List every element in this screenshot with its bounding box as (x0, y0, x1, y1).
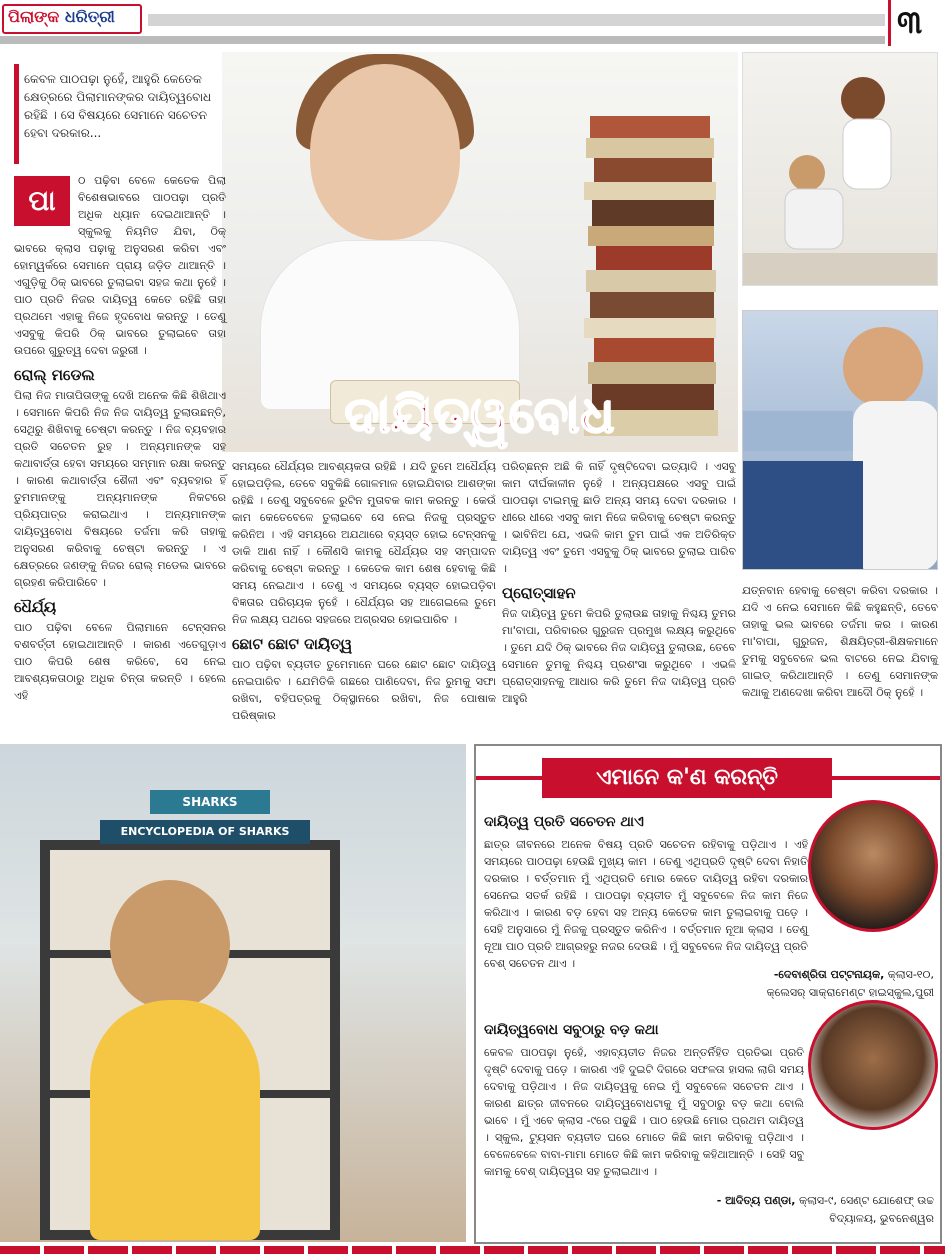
opinion-2-heading: ଦାୟିତ୍ୱବୋଧ ସବୁଠାରୁ ବଡ଼ କଥା (484, 1022, 659, 1038)
article-paragraph-role-model: ପିଲା ନିଜ ମାତାପିତାଙ୍କୁ ଦେଖି ଅନେକ କିଛି ଶିଖିଥାଏ । ସେମାନେ କିପରି ନିଜ ନିଜ ଦାୟିତ୍ୱ ତୁଲାଉଛନ୍ତି, ସେଥିରୁ ଶିଖିବାକୁ ଚେଷ୍ଟା କରନ୍ତୁ । ନିଜ ବ୍ୟବହାର ପ୍ରତି ସଚେତନ ରୁହ । ଅନ୍ୟମାନଙ୍କ ସହ କଥାବାର୍ତ୍ତା ହେବା ସମୟରେ ସମ୍ମାନ ରକ୍ଷା କରନ୍ତୁ । କାରଣ କଥାବାର୍ତ୍ତା ଶୈଳୀ ଏବଂ ବ୍ୟବହାର ହିଁ ତୁମମାନଙ୍କୁ ଅନ୍ୟମାନଙ୍କ ନିକଟରେ ପ୍ରିୟପାତ୍ର କରାଇଥାଏ । ଅନ୍ୟମାନଙ୍କ ଦାୟିତ୍ୱବୋଧ ବିଷୟରେ ତର୍ଜମା କରି ତାହାକୁ ଅନୁସରଣ କରିବାକୁ ଚେଷ୍ଟା କରନ୍ତୁ । ଏ କ୍ଷେତ୍ରରେ ଜଣଙ୍କୁ ନିଜର ରୋଲ୍ ମଡେଲ ଭାବରେ ଗ୍ରହଣ କରିପାରିବେ । (14, 389, 226, 589)
article-paragraph-encouragement: ନିଜ ଦାୟିତ୍ୱ ତୁମେ କିପରି ତୁଲାଉଛ ତାହାକୁ ନିଶ୍ଚୟ ତୁମର ମା'ବାପା, ପରିବାରର ଗୁରୁଜନ ପ୍ରମୁଖ ଲକ୍ଷ୍ୟ କରୁଥିବେ । ତୁମେ ଯଦି ଠିକ୍ ଭାବରେ ନିଜ ଦାୟିତ୍ୱ ତୁଲାଉଛ, ତେବେ ସେମାନେ ତୁମକୁ ନିଶ୍ଚୟ ପ୍ରଶଂସା କରୁଥିବେ । ଏଭଳି ପ୍ରୋତ୍ସାହନକୁ ଆଧାର କରି ତୁମେ ନିଜ ଦାୟିତ୍ୱ ପ୍ରତି ଆହୁରି (502, 607, 736, 705)
opinion-2-text: କେବଳ ପାଠପଢ଼ା ନୁହେଁ, ଏହାବ୍ୟତୀତ ନିଜର ଅନ୍ତର୍ନିହିତ ପ୍ରତିଭା ପ୍ରତି ଦୃଷ୍ଟି ଦେବାକୁ ପଡ଼େ । କାରଣ ଏହି ଦୁଇଟି ଦିଗରେ ସଫଳତା ହାସଲ ଲାଗି ସମୟ ଦେବାକୁ ପଡ଼ିଥାଏ । ନିଜ ଦାୟିତ୍ୱକୁ ନେଇ ମୁଁ ସବୁବେଳେ ସଚେତନ ଥାଏ । କାରଣ ଛାତ୍ର ଜୀବନରେ ଦାୟିତ୍ୱବୋଧଟାକୁ ମୁଁ ସବୁଠାରୁ ବଡ଼ କଥା ବୋଲି ଭାବେ । ମୁଁ ଏବେ କ୍ଲାସ -୯ରେ ପଢୁଛି । ପାଠ ହେଉଛି ମୋର ପ୍ରଥମ ଦାୟିତ୍ୱ । ସ୍କୁଲ, ଟ୍ୟୁସନ ବ୍ୟତୀତ ଘରେ ମୋତେ କିଛି କାମ କରିବାକୁ ପଡ଼ିଥାଏ । ବେଳେବେଳେ ବାବା-ମାମା ମୋତେ କିଛି କାମ କରିବାକୁ କହିଥାଆନ୍ତି । ସେହି ସବୁ କାମକୁ ବେଶ୍ ଦାୟିତ୍ୱର ସହ ତୁଲାଇଥାଏ । (484, 1046, 804, 1178)
opinion-1-heading: ଦାୟିତ୍ୱ ପ୍ରତି ସଚେତନ ଥାଏ (484, 814, 644, 830)
header-bar-lower (0, 36, 885, 44)
opinion-banner: ଏମାନେ କ'ଣ କରନ୍ତି (542, 758, 832, 798)
article-column-3 (502, 458, 736, 707)
children-tidying-image (742, 52, 938, 286)
sharks-book: SHARKS (150, 790, 270, 814)
opinion-2-signature (484, 1192, 934, 1209)
portrait-debashrita (808, 800, 938, 932)
logo-part-1: ପିଲାଙ୍କ (8, 7, 60, 26)
opinion-1-name: -ଦେବାଶ୍ରିତା ପଟ୍ଟନାୟକ, (773, 968, 885, 981)
opinion-1-class: କ୍ଲାସ-୧୦, (887, 968, 934, 981)
opinion-2 (484, 1020, 804, 1040)
section-logo-text (8, 7, 115, 27)
subhead-role-model: ରୋଲ୍ ମଡେଲ (14, 366, 95, 384)
portrait-aditya (808, 1000, 938, 1130)
intro-text: କେବଳ ପାଠପଢ଼ା ନୁହେଁ, ଆହୁରି କେତେକ କ୍ଷେତ୍ରରେ ପିଲାମାନଙ୍କର ଦାୟିତ୍ୱବୋଧ ରହିଛି । ସେ ବିଷୟରେ ସେମାନେ ସଚେତନ ହେବା ଦରକାର... (24, 72, 212, 140)
article-paragraph-patience: ପାଠ ପଢ଼ିବା ବେଳେ ପିଲାମାନେ ଟେନ୍‌ସନର ବଶବର୍ତ୍ତୀ ହୋଇଥାଆନ୍ତି । କାରଣ ଏତେଗୁଡ଼ାଏ ପାଠ କିପରି ଶେଷ କରିବେ, ସେ ନେଇ ଆବଶ୍ୟକତାଠାରୁ ଅଧିକ ଚିନ୍ତା କରନ୍ତି । ହେଲେ ଏହି (14, 621, 226, 702)
opinion-2-school: ବିଦ୍ୟାଳୟ, ଭୁବନେଶ୍ୱର (829, 1212, 934, 1225)
drop-cap: ପା (14, 176, 70, 226)
child-yellow-shirt (90, 1000, 260, 1240)
header-bar (148, 14, 885, 26)
page-number-divider (888, 0, 891, 46)
article-column-4: ଯତ୍ନବାନ ହେବାକୁ ଚେଷ୍ଟା କରିବା ଦରକାର । ଯଦି ଏ ନେଇ ସେମାନେ କିଛି କହୁଛନ୍ତି, ତେବେ ତାହାକୁ ଭଲ ଭାବରେ ତର୍ଜମା କର । କାରଣ ମା'ବାପା, ଗୁରୁଜନ, ଶିକ୍ଷୟିତ୍ରୀ-ଶିକ୍ଷକମାନେ ତୁମକୁ ସବୁବେଳେ ଭଲ ବାଟରେ ନେଇ ଯିବାକୁ ଗାଇଡ୍ କରିଥାଆନ୍ତି । ତେଣୁ ସେମାନଙ୍କ କଥାକୁ ଅଣଦେଖା କରିବା ଆଦୌ ଠିକ୍ ନୁହେଁ । (742, 584, 938, 699)
opinion-2-name: - ଆଦିତ୍ୟ ପଣ୍ଡା, (716, 1194, 796, 1207)
boy-folding-clothes-image (742, 310, 938, 570)
page-number: ୩ (897, 3, 923, 41)
children-tidying-illustration (743, 53, 938, 286)
subhead-encouragement: ପ୍ରୋତ୍ସାହନ (502, 584, 576, 602)
article-column-1 (14, 172, 226, 704)
opinion-1-school: କ୍ଲେସର୍ ସାକ୍ରାମେଣ୍ଟ ହାଇସ୍କୁଲ,ପୁରୀ (766, 986, 934, 999)
sharks-encyclopedia: ENCYCLOPEDIA OF SHARKS (100, 820, 310, 844)
logo-part-2: ଧରିତ୍ରୀ (64, 7, 115, 26)
subhead-small-duties: ଛୋଟ ଛୋଟ ଦାୟିତ୍ୱ (232, 635, 353, 653)
boy-folding-illustration (743, 311, 938, 570)
footer-rule (0, 1246, 945, 1254)
opinion-2-class: କ୍ଲାସ-୯, ସେଣ୍ଟ ଯୋଶେଫ୍ ଉଚ୍ଚ (798, 1194, 934, 1207)
opinion-1 (484, 812, 804, 832)
article-paragraph-small-duties-cont: ପରିଚ୍ଛନ୍ନ ଅଛି କି ନାହିଁ ଦୃଷ୍ଟିଦେବା ଇତ୍ୟାଦି । ଏସବୁ କାମ ଦୀର୍ଘକାଳୀନ ନୁହେଁ । ଅନ୍ୟପକ୍ଷରେ ଏସବୁ ପାଇଁ ପାଠପଢ଼ା ଟାଇମ୍‌କୁ ଛାଡି ଅନ୍ୟ ସମୟ ଦେବା ଦରକାର । ଧୀରେ ଧୀରେ ଏସବୁ କାମ ନିଜେ କରିବାକୁ ଚେଷ୍ଟା କରନ୍ତୁ । ଭାବିନିଅ ଯେ, ଏଭଳି କାମ ତୁମ ପାଇଁ ଏକ ଅତିରିକ୍ତ ଦାୟିତ୍ୱ ଏବଂ ତୁମେ ଏସବୁକୁ ଠିକ୍ ଭାବରେ ତୁଲାଇ ପାରିବ । (502, 460, 736, 575)
article-paragraph-1: ଠ ପଢ଼ିବା ବେଳେ କେତେକ ପିଲା ବିଶେଷଭାବରେ ପାଠପଢ଼ା ପ୍ରତି ଅଧିକ ଧ୍ୟାନ ଦେଇଥାଆନ୍ତି । ସ୍କୁଲକୁ ନିୟମିତ ଯିବା, ଠିକ୍ ଭାବରେ କ୍ଲାସ ପଢ଼ାକୁ ଅନୁସରଣ କରିବା ଏବଂ ହୋମ୍‌ୱର୍କରେ ସେମାନେ ପ୍ରାୟ ଜଡ଼ିତ ଥାଆନ୍ତି । ଏଗୁଡ଼ିକୁ ଠିକ୍ ଭାବରେ ତୁଲାଇବା ସହଜ କଥା ନୁହେଁ । ପାଠ ପ୍ରତି ନିଜର ଦାୟିତ୍ୱ କେତେ ରହିଛି ତାହା ପ୍ରଥମେ ଏହାକୁ ନିଜେ ହୃଦବୋଧ କରନ୍ତୁ । ତେଣୁ ଏସବୁକୁ କିପରି ଠିକ୍ ଭାବରେ ତୁଲାଇବେ ତାହା ଉପରେ ଗୁରୁତ୍ୱ ଦେବା ଜରୁରୀ । (14, 174, 226, 357)
girl-face (310, 64, 460, 240)
article-title: ଦାୟିତ୍ୱବୋଧ (344, 386, 616, 444)
child-head (110, 880, 230, 1010)
article-column-2 (232, 458, 496, 724)
article-paragraph-small-duties: ପାଠ ପଢ଼ିବା ବ୍ୟତୀତ ତୁମେମାନେ ଘରେ ଛୋଟ ଛୋଟ ଦାୟିତ୍ୱ ନେଇପାରିବ । ଯେମିତିକି ଗଛରେ ପାଣିଦେବା, ନିଜ ରୁମକୁ ସଫା ରଖିବା, ବହିପତ୍ରକୁ ଠିକ୍‌ସ୍ଥାନରେ ରଖିବା, ନିଜ ପୋଷାକ ପରିଷ୍କାର (232, 658, 496, 722)
subhead-patience: ଧୈର୍ଯ୍ୟ (14, 598, 57, 616)
opinion-1-text: ଛାତ୍ର ଜୀବନରେ ଅନେକ ବିଷୟ ପ୍ରତି ସଚେତନ ରହିବାକୁ ପଡ଼ିଥାଏ । ଏହି ସମୟରେ ପାଠପଢ଼ା ହେଉଛି ମୁଖ୍ୟ କାମ । ତେଣୁ ଏଥିପ୍ରତି ଦୃଷ୍ଟି ଦେବା ନିହାତି ଦରକାର । ବର୍ତ୍ତମାନ ମୁଁ ଏଥିପ୍ରତି ମୋର କେତେ ଦାୟିତ୍ୱ ରହିବା ଦରକାର ସେନେଇ ସତର୍କ ରହିଛି । ପାଠପଢ଼ା ବ୍ୟତୀତ ମୁଁ ସବୁବେଳେ ନିଜ କାମ ନିଜେ କରିଥାଏ । କାରଣ ବଡ଼ ହେବା ସହ ଅନ୍ୟ କେତେକ କାମ ତୁଲାଇବାକୁ ପଡ଼େ । ସେହି ଅନୁସାରେ ମୁଁ ନିଜକୁ ପ୍ରସ୍ତୁତ କରିନିଏ । ବର୍ତ୍ତମାନ ନୂଆ କ୍ଲାସ । ତେଣୁ ନୂଆ ପାଠ ପ୍ରତି ଆଗ୍ରହରୁ ନଜର ଦେଉଛି । ମୁଁ ସବୁବେଳେ ନିଜ ଦାୟିତ୍ୱ ପ୍ରତି ବେଶ୍ ସଚେତନ ଥାଏ । (484, 838, 808, 970)
opinion-1-signature (484, 966, 934, 983)
article-paragraph-patience-cont: ସମୟରେ ଧୈର୍ଯ୍ୟର ଆବଶ୍ୟକତା ରହିଛି । ଯଦି ତୁମେ ଅଧୈର୍ଯ୍ୟ ହୋଇପଡ଼ିଲ, ତେବେ ସବୁକିଛି ଗୋଳମାଳ ହୋଇଯିବାର ଆଶଙ୍କା ରହିଛି । ତେଣୁ ସବୁବେଳେ ରୁଟିନ ମୁତାବକ କାମ କରନ୍ତୁ । କେଉଁ କାମ କେତେବେଳେ ତୁଲାଇବେ ସେ ନେଇ ନିଜକୁ ପ୍ରସ୍ତୁତ କରିନିଅ । ଏହି ସମୟରେ ଅଯଥାରେ ବ୍ୟସ୍ତ ହୋଇ ଟେନ୍‌ସନକୁ ଡାକି ଆଣ ନାହିଁ । କୌଣସି କାମକୁ ଧୈର୍ଯ୍ୟର ସହ ସମ୍ପାଦନ କରିବାକୁ ଚେଷ୍ଟା କରନ୍ତୁ । କେତେକ କାମ ଶେଷ ହେବାକୁ କିଛି ସମୟ ନେଇଥାଏ । ତେଣୁ ଏ ସମୟରେ ବ୍ୟସ୍ତ ହୋଇପଡ଼ିବା ବିଜ୍ଞତାର ପରିଚାୟକ ନୁହେଁ । ଧୈର୍ଯ୍ୟର ସହ ଆଗେଇଲେ ତୁମେ ନିଜ ଲକ୍ଷ୍ୟ ପଥରେ ସହଜରେ ଅଗ୍ରସର ହୋଇପାରିବ । (232, 460, 496, 626)
